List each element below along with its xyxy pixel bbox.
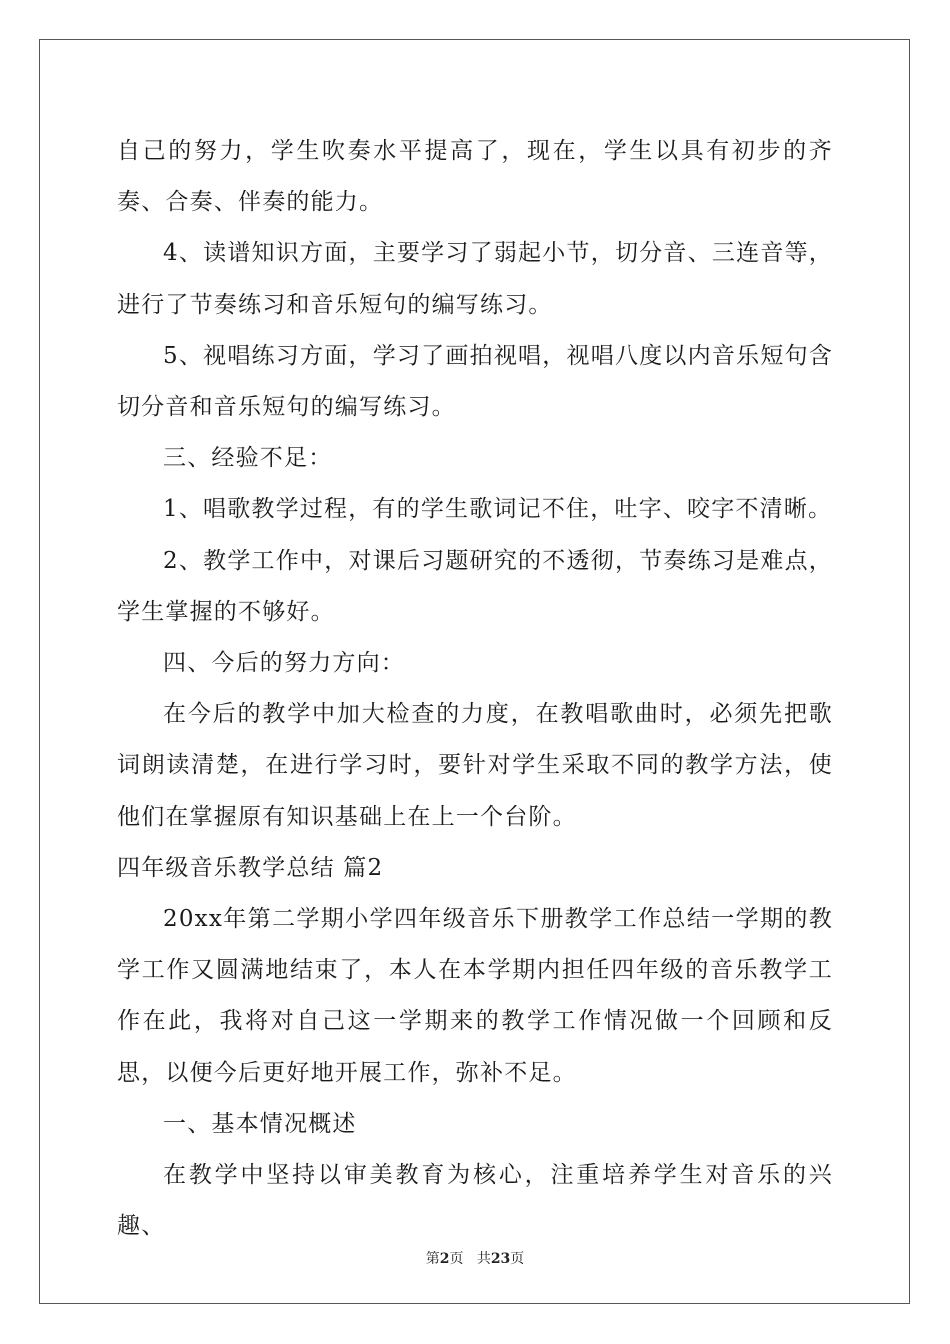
page-prefix: 第 xyxy=(425,1251,440,1267)
total-prefix: 共 xyxy=(476,1251,491,1267)
page-footer xyxy=(0,1248,950,1268)
paragraph-1: 自己的努力，学生吹奏水平提高了，现在，学生以具有初步的齐奏、合奏、伴奏的能力。 xyxy=(117,138,833,216)
paragraph-3: 5、视唱练习方面，学习了画拍视唱，视唱八度以内音乐短句含切分音和音乐短句的编写练习。 xyxy=(117,342,833,421)
document-body xyxy=(117,126,833,1252)
page-number: 2 xyxy=(439,1251,450,1267)
paragraph-5: 2、教学工作中，对课后习题研究的不透彻，节奏练习是难点，学生掌握的不够好。 xyxy=(117,547,833,625)
section-heading-3: 三、经验不足： xyxy=(163,445,333,472)
page-suffix: 页 xyxy=(449,1251,464,1267)
paragraph-2: 4、读谱知识方面，主要学习了弱起小节，切分音、三连音等，进行了节奏练习和音乐短句的编写练习。 xyxy=(117,240,833,318)
paragraph-6: 在今后的教学中加大检查的力度，在教唱歌曲时，必须先把歌词朗读清楚，在进行学习时，要针对学生采取不同的教学方法，使他们在掌握原有知识基础上在上一个台阶。 xyxy=(117,701,833,830)
total-suffix: 页 xyxy=(510,1251,525,1267)
total-pages: 23 xyxy=(490,1251,511,1267)
paragraph-4: 1、唱歌教学过程，有的学生歌词记不住，吐字、咬字不清晰。 xyxy=(163,496,833,523)
paragraph-8: 在教学中坚持以审美教育为核心，注重培养学生对音乐的兴趣、 xyxy=(117,1162,833,1240)
paragraph-7: 20xx年第二学期小学四年级音乐下册教学工作总结一学期的教学工作又圆满地结束了，本人在本学期内担任四年级的音乐教学工作在此，我将对自己这一学期来的教学工作情况做一个回顾和反思，以便今后更好地开展工作，弥补不足。 xyxy=(117,906,833,1086)
section-heading-1: 一、基本情况概述 xyxy=(163,1110,357,1137)
section-heading-4: 四、今后的努力方向： xyxy=(163,650,405,677)
article-title: 四年级音乐教学总结 篇2 xyxy=(117,854,384,881)
